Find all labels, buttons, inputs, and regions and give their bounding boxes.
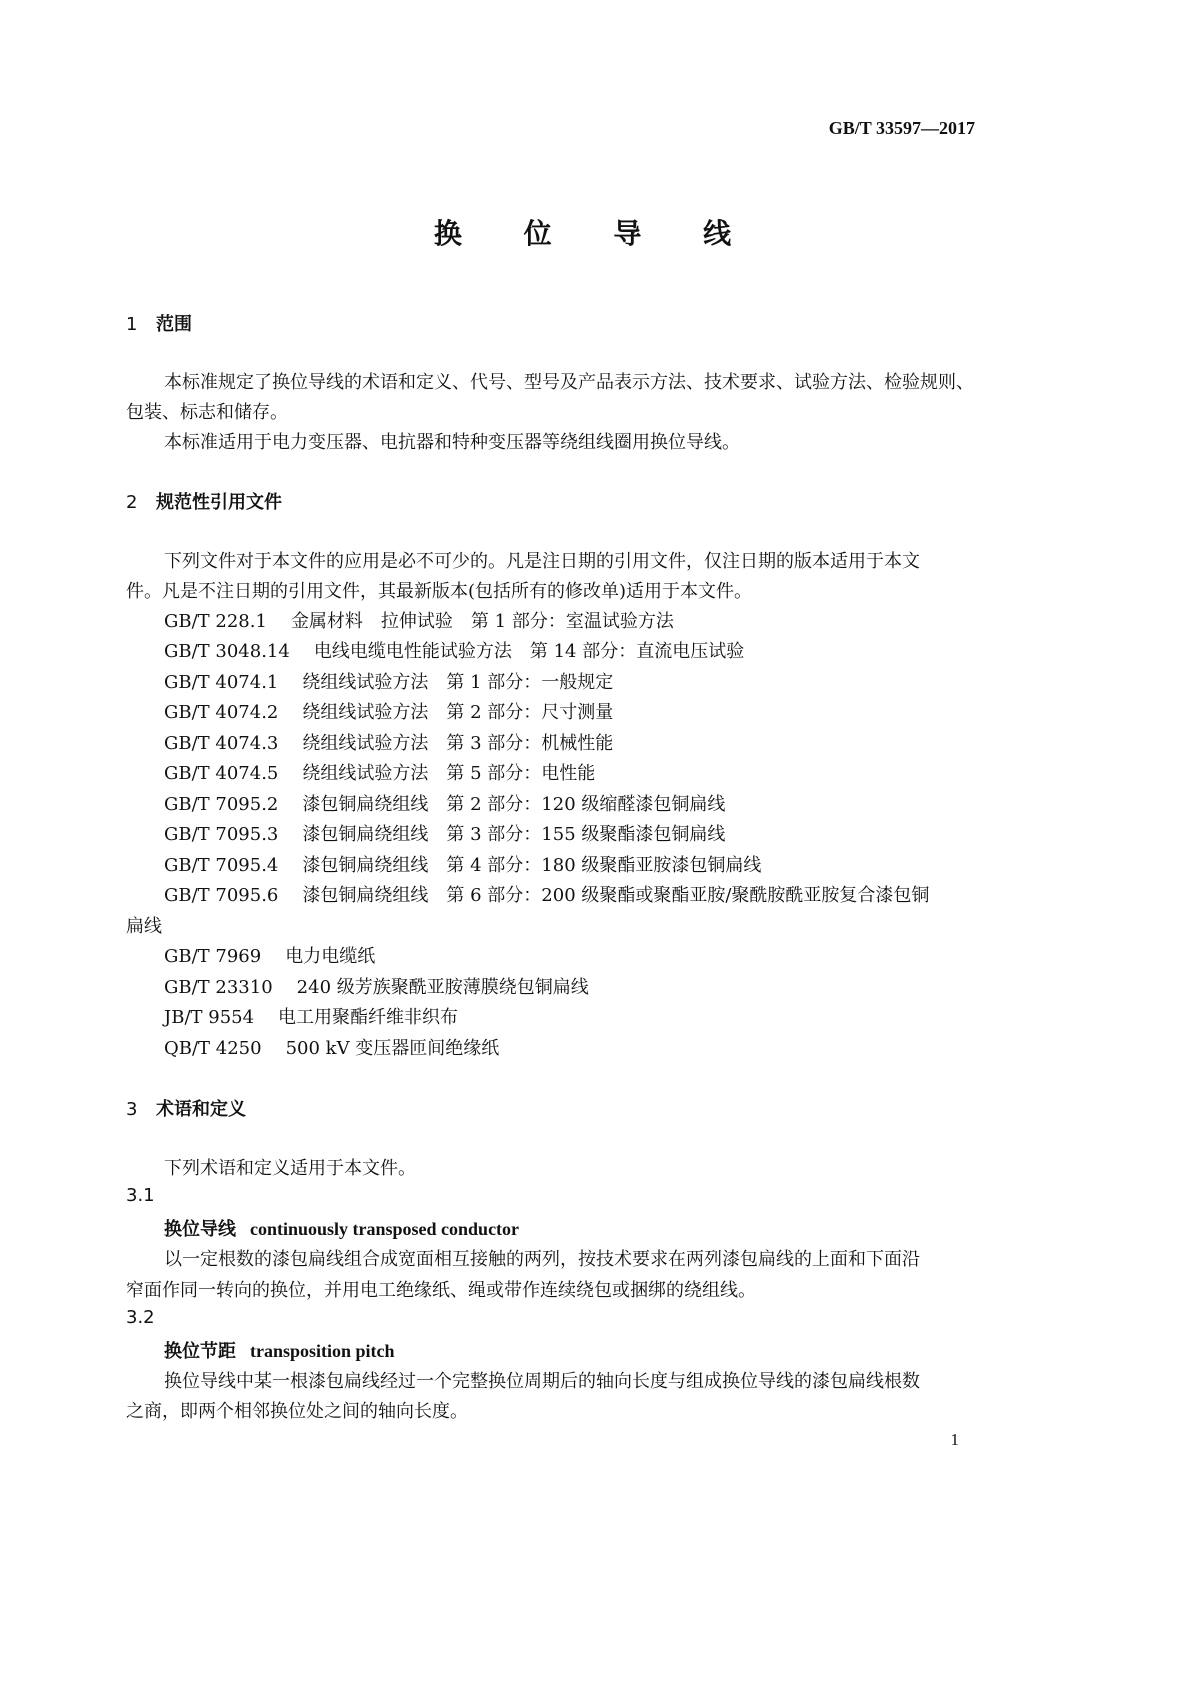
reference-code: GB/T 4074.2 <box>164 702 279 723</box>
reference-item <box>164 942 375 968</box>
definition-continuation: 窄面作同一转向的换位，并用电工绝缘纸、绳或带作连续绕包或捆绑的绕组线。 <box>126 1280 756 1301</box>
reference-code: GB/T 4074.3 <box>164 733 279 754</box>
reference-code: GB/T 7095.6 <box>164 885 279 906</box>
reference-item <box>164 607 674 633</box>
reference-item <box>164 820 725 846</box>
paragraph-continuation: 件。凡是不注日期的引用文件，其最新版本(包括所有的修改单)适用于本文件。 <box>126 581 753 602</box>
paragraph: 下列术语和定义适用于本文件。 <box>164 1158 416 1179</box>
reference-item <box>164 881 929 907</box>
reference-code: GB/T 4074.5 <box>164 763 279 784</box>
section-title: 规范性引用文件 <box>156 492 282 513</box>
reference-item <box>164 790 725 816</box>
section-title: 范围 <box>156 314 192 335</box>
term-chinese: 换位导线 <box>164 1219 236 1240</box>
reference-title: 绕组线试验方法 第 5 部分：电性能 <box>302 763 596 784</box>
section-3-heading <box>126 1095 246 1121</box>
section-number: 2 <box>126 492 138 513</box>
definition: 换位导线中某一根漆包扁线经过一个完整换位周期后的轴向长度与组成换位导线的漆包扁线根数 <box>164 1371 920 1392</box>
clause-number: 3.1 <box>126 1185 155 1206</box>
section-1-heading <box>126 310 192 336</box>
reference-item <box>164 698 613 724</box>
reference-title: 500 kV 变压器匝间绝缘纸 <box>285 1038 500 1059</box>
section-number: 1 <box>126 314 138 335</box>
reference-code: JB/T 9554 <box>164 1007 255 1028</box>
definition: 以一定根数的漆包扁线组合成宽面相互接触的两列，按技术要求在两列漆包扁线的上面和下面沿 <box>164 1249 920 1270</box>
reference-code: GB/T 228.1 <box>164 611 267 632</box>
reference-code: GB/T 7095.4 <box>164 855 279 876</box>
reference-item <box>164 1003 458 1029</box>
page-number: 1 <box>950 1430 959 1449</box>
document-title: 换 位 导 线 <box>433 217 758 250</box>
paragraph: 本标准适用于电力变压器、电抗器和特种变压器等绕组线圈用换位导线。 <box>164 432 740 453</box>
term-chinese: 换位节距 <box>164 1341 236 1362</box>
reference-code: GB/T 7095.2 <box>164 794 279 815</box>
reference-title: 绕组线试验方法 第 1 部分：一般规定 <box>302 672 614 693</box>
reference-title: 240 级芳族聚酰亚胺薄膜绕包铜扁线 <box>296 977 589 998</box>
reference-item <box>164 1034 499 1060</box>
reference-title: 漆包铜扁绕组线 第 3 部分：155 级聚酯漆包铜扁线 <box>302 824 726 845</box>
reference-code: QB/T 4250 <box>164 1038 262 1059</box>
section-2-heading <box>126 488 282 514</box>
reference-title: 电力电缆纸 <box>285 946 376 967</box>
standard-code: GB/T 33597—2017 <box>828 118 975 138</box>
reference-item <box>164 973 589 999</box>
reference-code: GB/T 4074.1 <box>164 672 279 693</box>
reference-item <box>164 759 595 785</box>
term-entry <box>164 1337 395 1363</box>
reference-title: 漆包铜扁绕组线 第 4 部分：180 级聚酯亚胺漆包铜扁线 <box>302 855 762 876</box>
term-english: transposition pitch <box>250 1341 395 1361</box>
reference-code: GB/T 3048.14 <box>164 641 290 662</box>
paragraph: 本标准规定了换位导线的术语和定义、代号、型号及产品表示方法、技术要求、试验方法、检验规则、 <box>164 372 974 393</box>
reference-code: GB/T 7969 <box>164 946 262 967</box>
reference-code: GB/T 23310 <box>164 977 273 998</box>
term-entry <box>164 1215 519 1241</box>
reference-title: 漆包铜扁绕组线 第 6 部分：200 级聚酯或聚酯亚胺/聚酰胺酰亚胺复合漆包铜 <box>302 885 930 906</box>
reference-title: 绕组线试验方法 第 3 部分：机械性能 <box>302 733 614 754</box>
section-title: 术语和定义 <box>156 1099 246 1120</box>
paragraph-continuation: 包装、标志和储存。 <box>126 402 288 423</box>
reference-title: 绕组线试验方法 第 2 部分：尺寸测量 <box>302 702 614 723</box>
definition-continuation: 之商，即两个相邻换位处之间的轴向长度。 <box>126 1401 468 1422</box>
reference-title: 金属材料 拉伸试验 第 1 部分：室温试验方法 <box>290 611 674 632</box>
reference-continuation: 扁线 <box>126 916 162 937</box>
clause-number: 3.2 <box>126 1307 155 1328</box>
reference-title: 电线电缆电性能试验方法 第 14 部分：直流电压试验 <box>313 641 745 662</box>
reference-title: 电工用聚酯纤维非织布 <box>278 1007 459 1028</box>
reference-code: GB/T 7095.3 <box>164 824 279 845</box>
term-english: continuously transposed conductor <box>250 1219 520 1239</box>
reference-item <box>164 668 613 694</box>
reference-item <box>164 851 761 877</box>
reference-item <box>164 729 613 755</box>
reference-title: 漆包铜扁绕组线 第 2 部分：120 级缩醛漆包铜扁线 <box>302 794 726 815</box>
reference-item <box>164 637 744 663</box>
paragraph: 下列文件对于本文件的应用是必不可少的。凡是注日期的引用文件，仅注日期的版本适用于本文 <box>164 551 920 572</box>
section-number: 3 <box>126 1099 138 1120</box>
